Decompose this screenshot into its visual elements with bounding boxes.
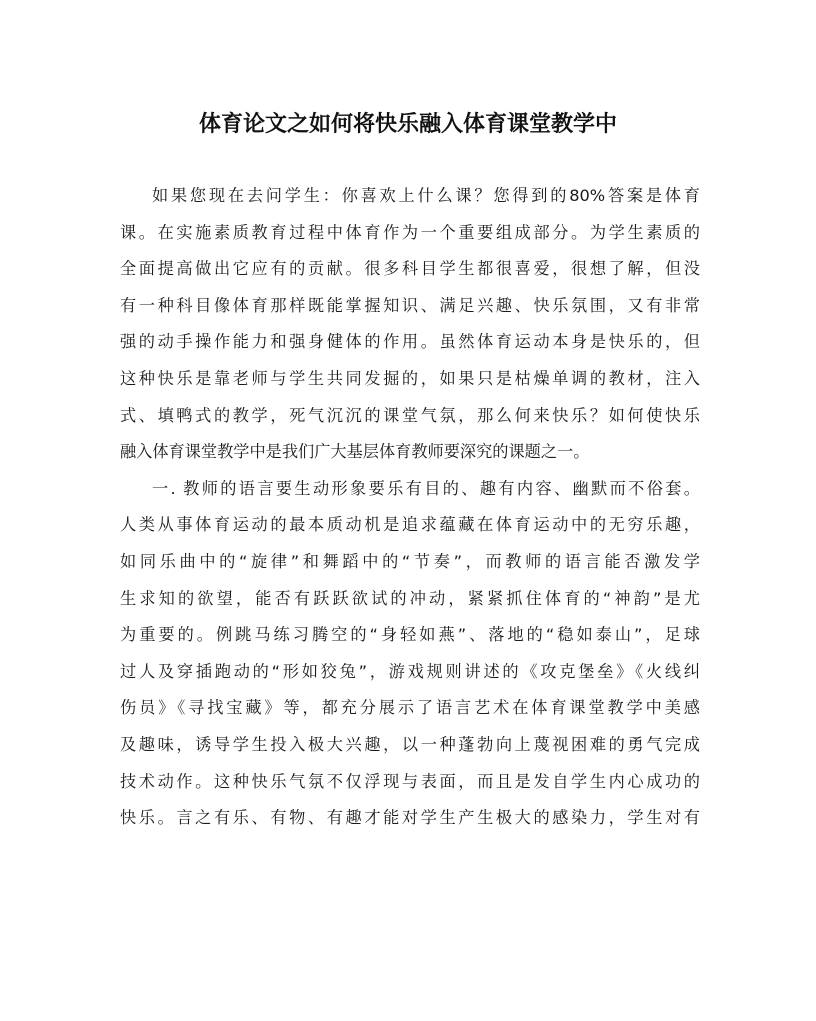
section-heading-line: 一. 教师的语言要生动形象要乐有目的、趣有内容、幽默而不俗套。	[152, 478, 700, 498]
paragraph-line: 技术动作。这种快乐气氛不仅浮现与表面，而且是发自学生内心成功的	[120, 771, 700, 791]
paragraph-line: 如果您现在去问学生：你喜欢上什么课？您得到的80%答案是体育	[152, 186, 700, 205]
paragraph-line: 这种快乐是靠老师与学生共同发掘的，如果只是枯燥单调的教材，注入	[120, 368, 700, 388]
paragraph-line: 生求知的欲望，能否有跃跃欲试的冲动，紧紧抓住体育的“神韵”是尤	[120, 588, 700, 608]
document-title: 体育论文之如何将快乐融入体育课堂教学中	[198, 111, 617, 137]
paragraph-line: 人类从事体育运动的最本质动机是追求蕴藏在体育运动中的无穷乐趣，	[120, 515, 700, 535]
paragraph-section-one	[120, 471, 700, 837]
paragraph-line: 为重要的。例跳马练习腾空的“身轻如燕”、落地的“稳如泰山”，足球	[120, 625, 700, 645]
document-body	[120, 178, 700, 837]
paragraph-line: 融入体育课堂教学中是我们广大基层体育教师要深究的课题之一。	[120, 442, 590, 462]
paragraph-line: 全面提高做出它应有的贡献。很多科目学生都很喜爱，很想了解，但没	[120, 259, 700, 279]
paragraph-line: 伤员》《寻找宝藏》等，都充分展示了语言艺术在体育课堂教学中美感	[120, 698, 700, 718]
paragraph-line: 式、填鸭式的教学，死气沉沉的课堂气氛，那么何来快乐？如何使快乐	[120, 405, 700, 425]
paragraph-intro	[120, 178, 700, 471]
paragraph-line: 强的动手操作能力和强身健体的作用。虽然体育运动本身是快乐的，但	[120, 332, 700, 352]
paragraph-line: 课。在实施素质教育过程中体育作为一个重要组成部分。为学生素质的	[120, 222, 700, 242]
paragraph-line: 有一种科目像体育那样既能掌握知识、满足兴趣、快乐氛围，又有非常	[120, 295, 700, 315]
paragraph-line: 如同乐曲中的“旋律”和舞蹈中的“节奏”，而教师的语言能否激发学	[120, 551, 700, 571]
paragraph-line: 过人及穿插跑动的“形如狡兔”，游戏规则讲述的《攻克堡垒》《火线纠	[120, 661, 700, 681]
paragraph-line: 快乐。言之有乐、有物、有趣才能对学生产生极大的感染力，学生对有	[120, 808, 700, 828]
paragraph-line: 及趣味，诱导学生投入极大兴趣，以一种蓬勃向上蔑视困难的勇气完成	[120, 734, 700, 754]
